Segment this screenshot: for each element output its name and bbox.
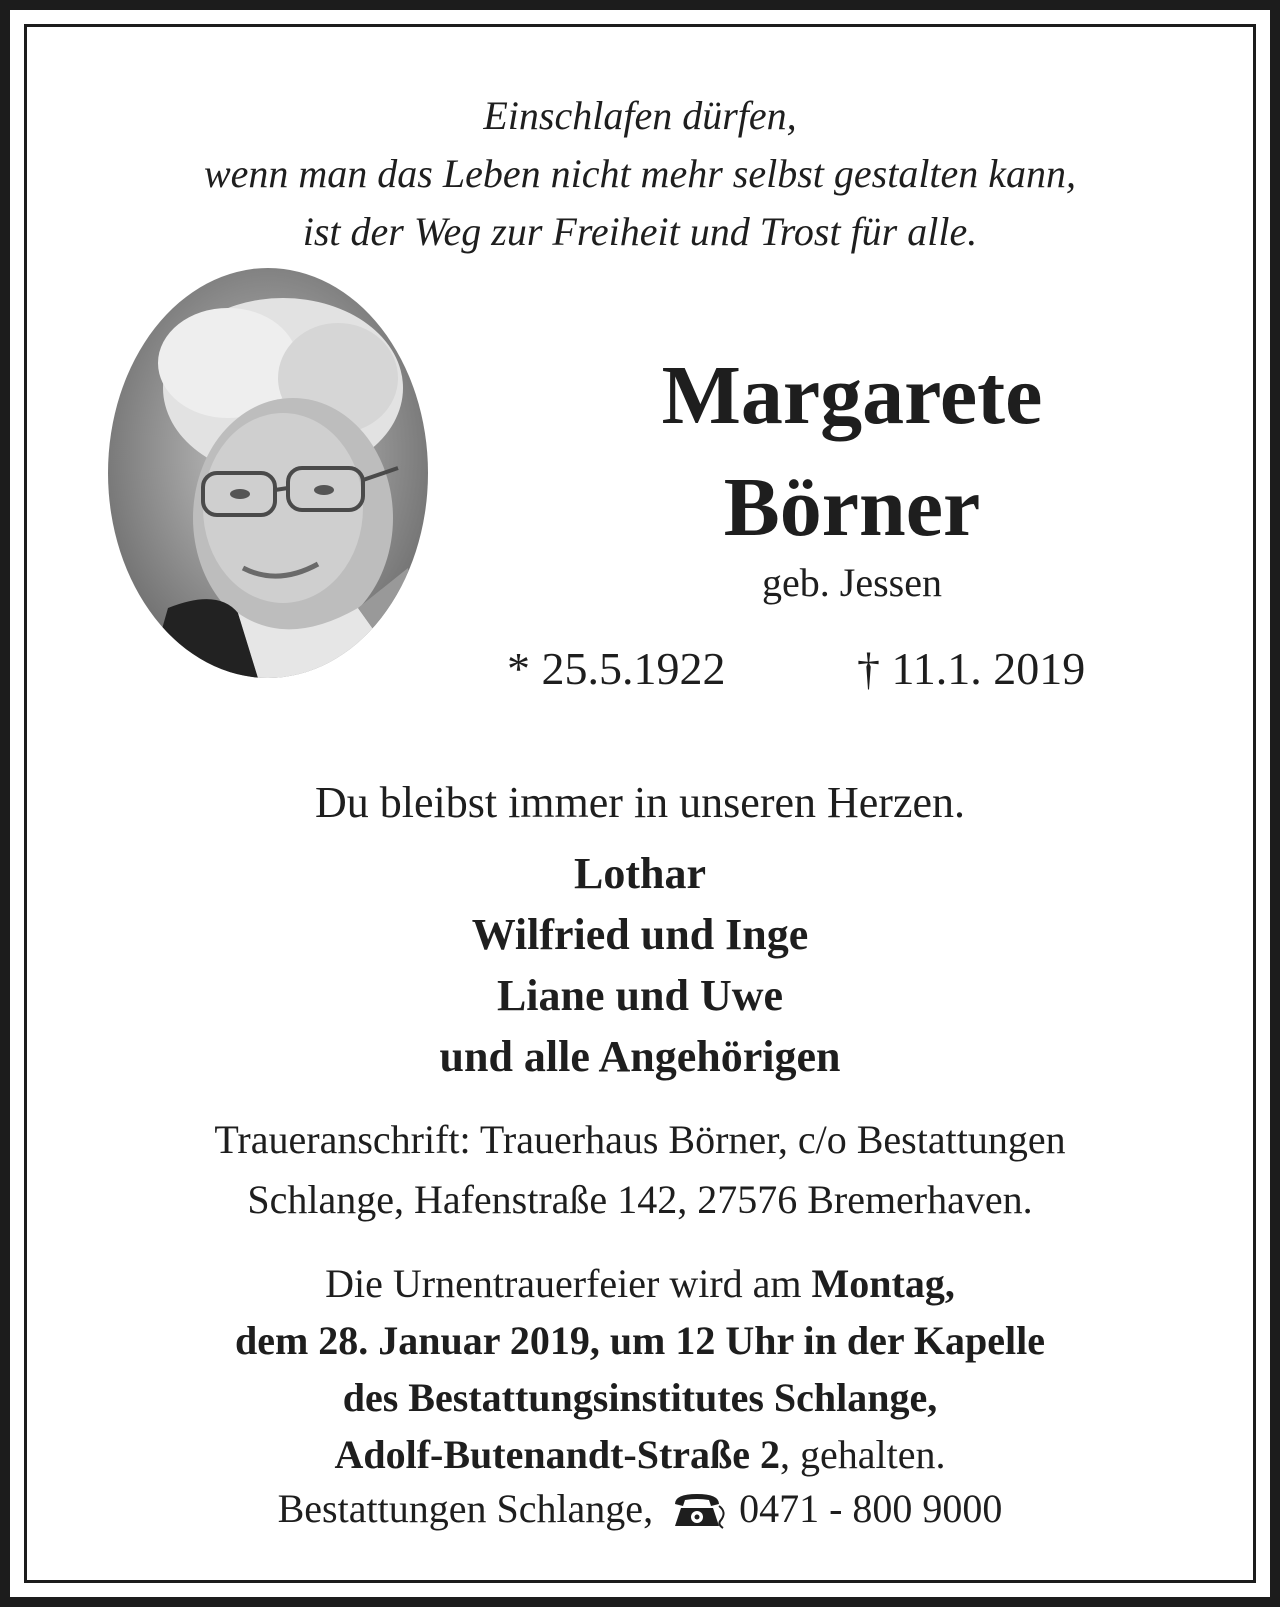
family-member: Lothar bbox=[574, 849, 706, 898]
birth-name: geb. Jessen bbox=[762, 560, 942, 605]
phone-number: 0471 - 800 9000 bbox=[739, 1486, 1003, 1531]
telephone-icon bbox=[669, 1490, 729, 1530]
service-line-4 bbox=[27, 1426, 1253, 1483]
first-name: Margarete bbox=[661, 349, 1043, 442]
obituary-notice bbox=[10, 10, 1270, 1597]
service-intro: Die Urnentrauerfeier wird am bbox=[325, 1261, 812, 1306]
birth-date: * 25.5.1922 bbox=[507, 643, 726, 694]
family-member: Liane und Uwe bbox=[496, 971, 784, 1020]
service-datetime: dem 28. Januar 2019, um 12 Uhr in der Kapelle bbox=[234, 1318, 1046, 1363]
service-line-3 bbox=[27, 1369, 1253, 1426]
family-list bbox=[27, 843, 1253, 1087]
address-line-1: Traueranschrift: Trauerhaus Börner, c/o Bestattungen bbox=[214, 1117, 1066, 1162]
service-venue: des Bestattungsinstitutes Schlange, bbox=[342, 1375, 938, 1420]
last-name: Börner bbox=[723, 461, 981, 554]
service-line-2 bbox=[27, 1312, 1253, 1369]
mourning-address bbox=[27, 1110, 1253, 1230]
poem-line-2: wenn man das Leben nicht mehr selbst gestalten kann, bbox=[203, 151, 1077, 196]
memorial-message: Du bleibst immer in unseren Herzen. bbox=[314, 778, 966, 827]
service-street: Adolf-Butenandt-Straße 2 bbox=[334, 1432, 781, 1477]
notice-border bbox=[24, 24, 1256, 1583]
funeral-home-contact bbox=[27, 1485, 1253, 1532]
family-member: und alle Angehörigen bbox=[439, 1032, 841, 1081]
death-date: † 11.1. 2019 bbox=[857, 643, 1086, 694]
funeral-home-name: Bestattungen Schlange, bbox=[277, 1486, 654, 1531]
service-line-1 bbox=[27, 1255, 1253, 1312]
funeral-service-info bbox=[27, 1255, 1253, 1483]
service-closing: , gehalten. bbox=[780, 1432, 946, 1477]
poem-line-3: ist der Weg zur Freiheit und Trost für alle. bbox=[302, 209, 978, 254]
family-member: Wilfried und Inge bbox=[471, 910, 809, 959]
poem-line-1: Einschlafen dürfen, bbox=[483, 93, 797, 138]
poem bbox=[47, 87, 1233, 261]
portrait-photo bbox=[108, 268, 428, 678]
address-line-2: Schlange, Hafenstraße 142, 27576 Bremerhaven. bbox=[247, 1177, 1033, 1222]
service-day: Montag, bbox=[811, 1261, 955, 1306]
